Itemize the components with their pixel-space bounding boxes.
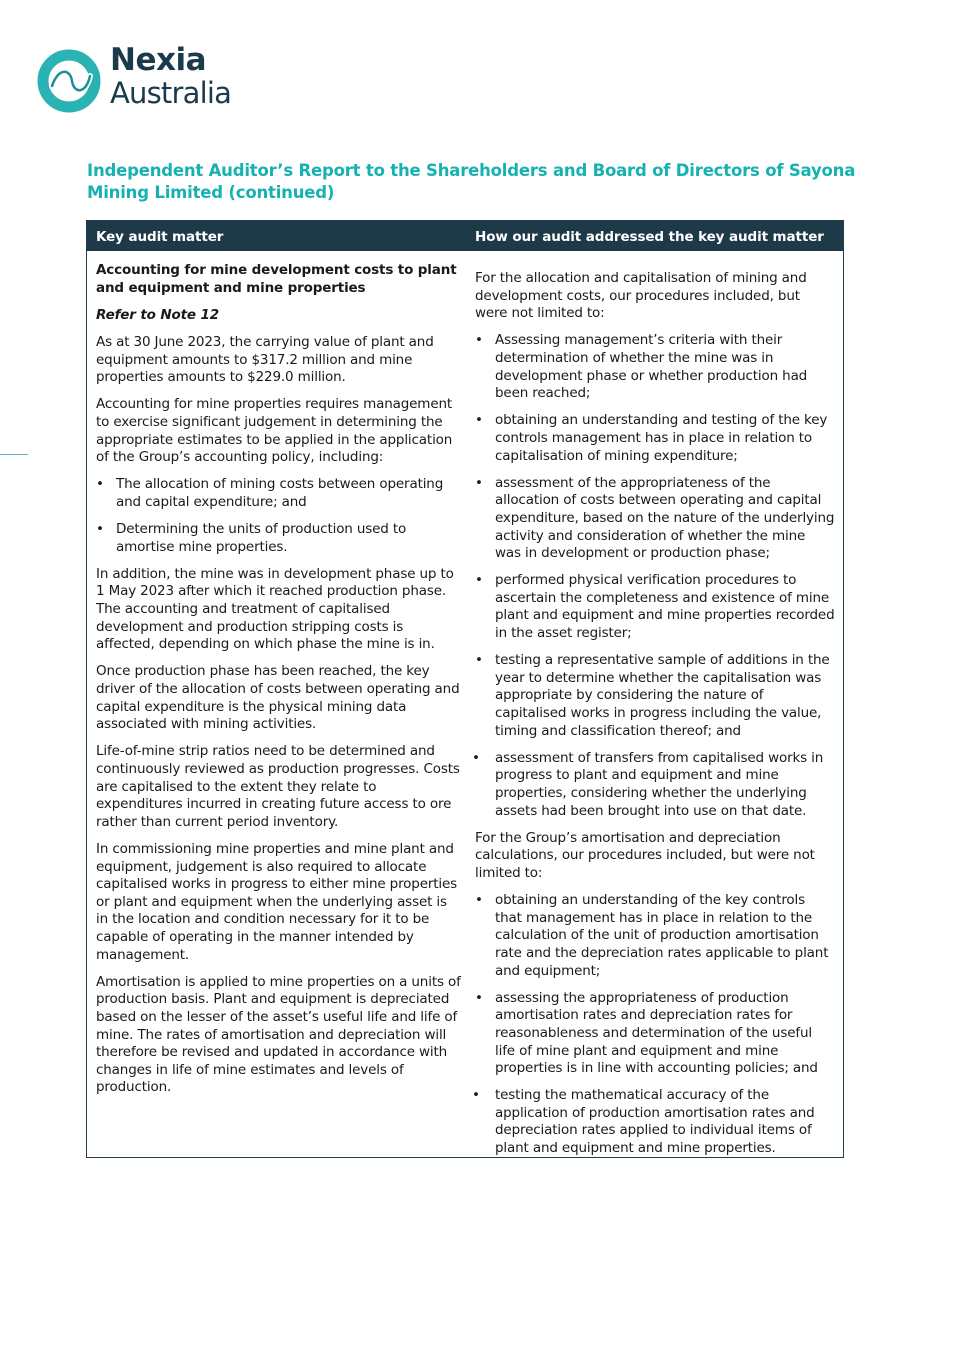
logo-line-1: Nexia	[110, 42, 207, 78]
key-audit-matter-table	[86, 220, 844, 1158]
audit-response-column	[472, 251, 835, 1157]
report-title: Independent Auditor’s Report to the Shareholders and Board of Directors of Sayona Mining Limited (continued)	[87, 161, 856, 202]
margin-marker	[0, 454, 28, 455]
kam-paragraph: Life-of-mine strip ratios need to be determined and continuously reviewed as production progresses. Costs are capitalised to the extent they relate to expenditures incurred in creating future access to ore rather than current period inventory.	[96, 743, 460, 830]
response-bullet-list	[472, 892, 835, 1158]
kam-paragraph: In addition, the mine was in development phase up to 1 May 2023 after which it reached production phase. The accounting and treatment of capitalised development and production stripping costs is affected, depending on which phase the mine is in.	[96, 565, 454, 653]
bullet-icon: •	[475, 332, 483, 349]
list-item: • assessing the appropriateness of production amortisation rates and depreciation rates for reasonableness and determination of the useful life of mine plant and equipment and mine properties is in line with accounting policies; and	[475, 989, 818, 1077]
response-intro: For the allocation and capitalisation of mining and development costs, our procedures included, but were not limited to:	[475, 270, 807, 322]
bullet-icon: •	[475, 989, 483, 1006]
bullet-icon: •	[96, 521, 104, 538]
kam-paragraph: As at 30 June 2023, the carrying value of plant and equipment amounts to $317.2 million and mine properties amounts to $229.0 million.	[96, 333, 434, 386]
bullet-icon: •	[96, 476, 104, 493]
note-reference: Refer to Note 12	[96, 306, 219, 323]
list-item: • Determining the units of production used to amortise mine properties.	[96, 521, 407, 555]
bullet-icon: •	[475, 652, 483, 669]
logo-line-2: Australia	[110, 76, 232, 110]
header-audit-response: How our audit addressed the key audit matter	[475, 229, 824, 245]
response-bullet-list	[472, 332, 835, 820]
kam-bullet-list	[96, 476, 461, 556]
kam-paragraph: Amortisation is applied to mine properties on a units of production basis. Plant and equipment is depreciated based on the lesser of the asset’s useful life and life of mine. The rates of amortisation and depreciation will therefore be revised and updated in accordance with changes in life of mine estimates and levels of production.	[96, 973, 461, 1096]
list-item: • assessment of transfers from capitalised works in progress to plant and equipment and mine properties, considering whether the underlying assets had been brought into use on that date.	[472, 749, 824, 819]
list-item: • assessment of the appropriateness of the allocation of costs between operating and capital expenditure, based on the nature of the underlying activity and consideration of whether the mine was in development or production phase;	[475, 474, 835, 562]
table-header	[87, 221, 843, 251]
list-item: • The allocation of mining costs between operating and capital expenditure; and	[96, 476, 444, 510]
kam-paragraph: Once production phase has been reached, the key driver of the allocation of costs between operating and capital expenditure is the physical mining data associated with mining activities.	[96, 663, 460, 733]
kam-paragraph: Accounting for mine properties requires management to exercise significant judgement in determining the appropriate estimates to be applied in the application of the Group’s accounting policy, including:	[96, 396, 453, 466]
list-item: • testing the mathematical accuracy of the application of production amortisation rates and depreciation rates applied to individual items of plant and equipment and mine properties.	[472, 1087, 815, 1157]
bullet-icon: •	[475, 474, 483, 491]
bullet-icon: •	[475, 572, 483, 589]
nexia-ring-icon	[36, 48, 102, 114]
bullet-icon: •	[475, 892, 483, 909]
logo-wordmark	[110, 44, 231, 110]
list-item: • testing a representative sample of additions in the year to determine whether the capitalisation was appropriate by considering the nature of capitalised works in progress including the value, timing and classification thereof; and	[475, 652, 830, 739]
header-key-audit-matter: Key audit matter	[96, 229, 224, 245]
list-item: • obtaining an understanding of the key controls that management has in place in relation to the calculation of the unit of production amortisation rate and the depreciation rates applicable to plant and equipment;	[475, 892, 829, 979]
list-item: • obtaining an understanding and testing of the key controls management has in place in relation to capitalisation of mining expenditure;	[475, 412, 828, 464]
bullet-icon: •	[472, 749, 480, 766]
kam-paragraph: In commissioning mine properties and mine plant and equipment, judgement is also required to allocate capitalised works in progress to either mine properties or plant and equipment when the underlying asset is in the location and condition necessary for it to be capable of operating in the manner intended by management.	[96, 840, 458, 963]
bullet-icon: •	[472, 1087, 480, 1104]
list-item: • Assessing management’s criteria with their determination of whether the mine was in development phase or whether production had been reached;	[475, 332, 808, 402]
key-audit-matter-column	[96, 251, 461, 1157]
list-item: • performed physical verification procedures to ascertain the completeness and existence of mine plant and equipment and mine properties recorded in the asset register;	[475, 572, 835, 642]
response-intro: For the Group’s amortisation and depreciation calculations, our procedures included, but were not limited to:	[475, 829, 815, 881]
bullet-icon: •	[475, 412, 483, 429]
kam-heading: Accounting for mine development costs to plant and equipment and mine properties	[96, 262, 457, 296]
